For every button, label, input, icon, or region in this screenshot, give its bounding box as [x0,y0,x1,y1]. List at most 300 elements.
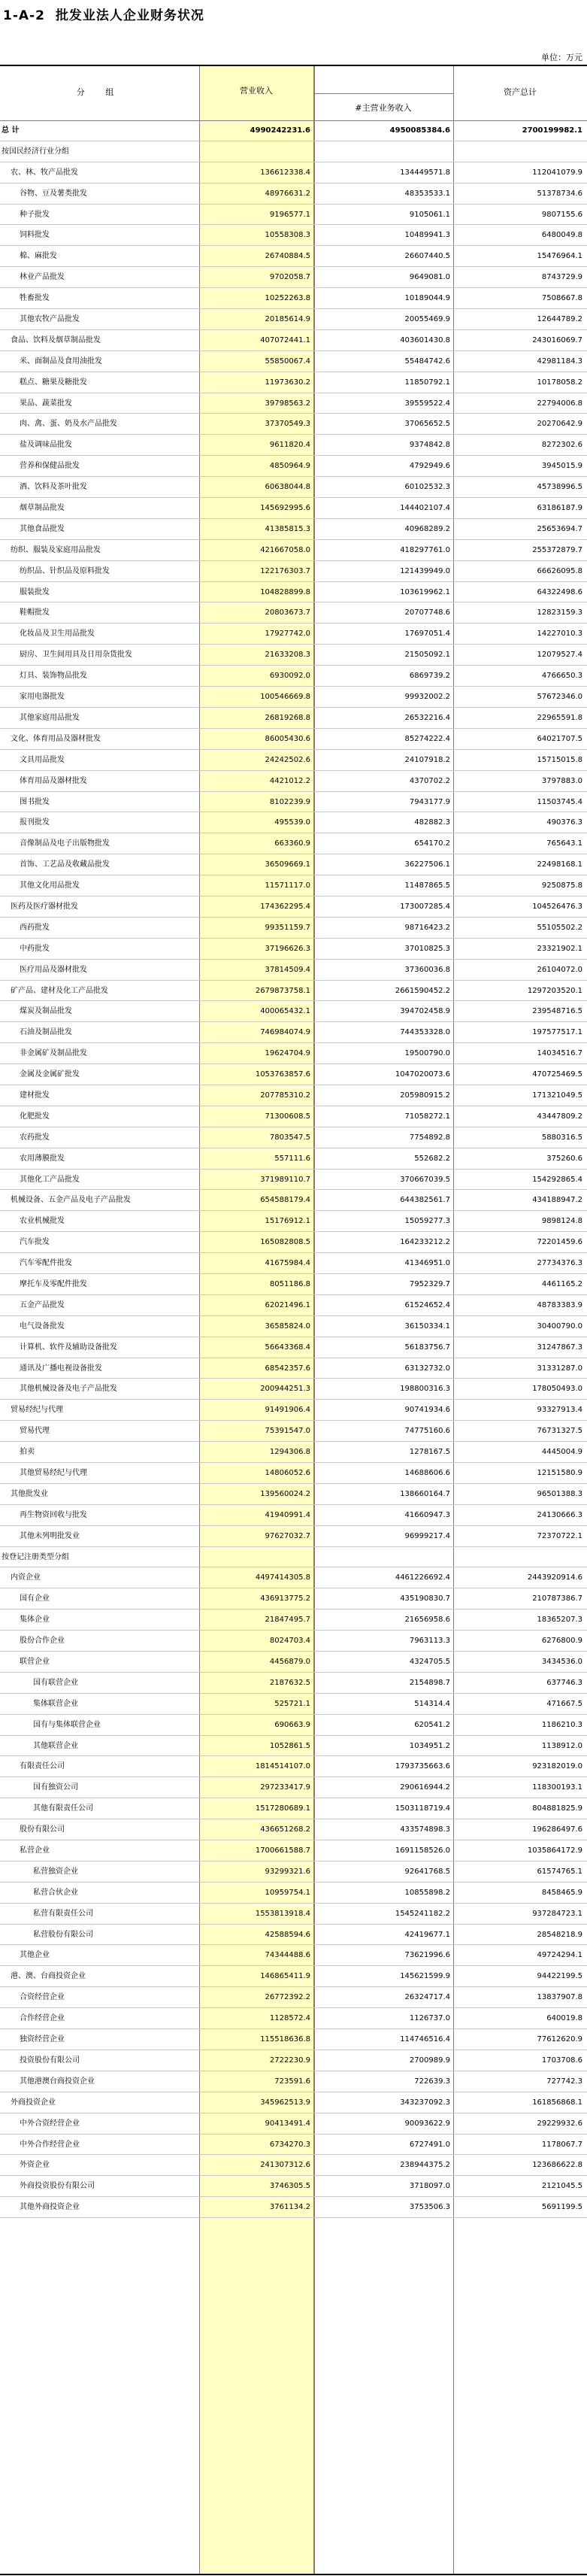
row-name: 农、林、牧产品批发 [11,168,78,177]
header-subdivider [313,93,453,94]
row-name: 中外合资经营企业 [20,2119,80,2128]
table-row [0,1777,587,1798]
row-main-business: 3718097.0 [409,2182,450,2191]
row-name: 体育用品及器材批发 [20,776,87,785]
row-assets: 3945015.9 [541,462,582,471]
row-main-business: 138660164.7 [400,1489,450,1498]
table-row [0,1127,587,1148]
row-revenue: 2679873758.1 [255,986,310,995]
row-name: 通讯及广播电视设备批发 [20,1364,102,1373]
table-row [0,729,587,750]
row-name: 拍卖 [20,1448,35,1457]
row-revenue: 6734270.3 [269,2140,310,2149]
row-main-business: 14688606.6 [404,1469,450,1477]
row-assets: 3797883.0 [541,776,582,785]
row-revenue: 93299321.6 [265,1867,310,1876]
row-revenue: 690663.9 [274,1720,310,1729]
row-main-business: 173007285.4 [400,902,450,911]
row-assets: 64322498.6 [537,587,582,596]
unit-label: 单位：万元 [541,53,582,62]
row-name: 其他食品批发 [20,524,65,533]
table-row [0,309,587,330]
table-row [0,1421,587,1442]
row-name: 集体联营企业 [33,1699,78,1708]
row-main-business: 36227506.1 [404,860,450,869]
row-assets: 4766650.3 [541,672,582,681]
row-name: 投资股份有限公司 [20,2056,80,2065]
row-main-business: 11850792.1 [404,378,450,387]
table-row [0,1043,587,1064]
row-main-business: 99932002.2 [404,693,450,702]
row-revenue: 122176303.7 [260,566,310,575]
row-assets: 24130666.3 [537,1510,582,1519]
row-name: 国有联营企业 [33,1678,78,1687]
row-revenue: 3761134.2 [269,2203,310,2212]
row-main-business: 1793735663.6 [395,1762,450,1771]
row-revenue: 24242502.6 [265,755,310,764]
table-row [0,1001,587,1022]
row-name: 石油及制品批发 [20,1028,72,1037]
row-name: 国有与集体联营企业 [33,1720,101,1729]
row-assets: 22794006.8 [537,399,582,408]
row-main-business: 552682.2 [414,1154,450,1163]
row-name: 外资企业 [20,2161,50,2170]
row-name: 中药批发 [20,944,50,953]
row-name: 盐及调味品批发 [20,441,72,450]
table-row [0,875,587,897]
row-assets: 22965591.8 [537,713,582,722]
row-main-business: 620541.2 [414,1720,450,1729]
header-assets: 资产总计 [504,87,537,97]
row-revenue: 20185614.9 [265,315,310,324]
table-row [0,939,587,960]
row-assets: 210787386.7 [532,1594,582,1604]
row-main-business: 26607440.5 [404,252,450,261]
table-row [0,1190,587,1211]
row-revenue: 21633208.3 [265,651,310,660]
table-body [0,120,587,2218]
table-row [0,792,587,813]
row-revenue: 371989110.7 [260,1175,310,1184]
row-main-business: 90093622.9 [404,2119,450,2128]
row-main-business: 2661590452.2 [395,986,450,995]
row-assets: 1703708.6 [541,2056,582,2065]
row-assets: 4445004.9 [541,1448,582,1457]
row-revenue: 68542357.6 [265,1364,310,1373]
row-revenue: 746984074.9 [260,1028,310,1037]
row-revenue: 723591.6 [274,2077,310,2086]
row-assets: 5880316.5 [541,1133,582,1142]
row-assets: 2121045.5 [541,2182,582,2191]
row-assets: 7508667.8 [541,294,582,303]
table-row [0,1148,587,1170]
row-revenue: 2187632.5 [269,1678,310,1687]
row-revenue: 1128572.4 [269,2014,310,2023]
table-row [0,519,587,540]
table-row [0,435,587,456]
row-name: 肉、禽、蛋、奶及水产品批发 [20,420,117,429]
table-row [0,1945,587,1966]
row-name: 煤炭及制品批发 [20,1007,72,1016]
table-row [0,854,587,875]
row-name: 其他化工产品批发 [20,1175,80,1184]
row-main-business: 418297761.0 [400,545,450,554]
table-row [0,1106,587,1127]
table-row [0,624,587,645]
row-assets: 72201459.6 [537,1238,582,1247]
row-name: 贸易经纪与代理 [11,1406,63,1415]
row-revenue: 525721.1 [274,1699,310,1708]
row-main-business: 164233212.2 [400,1238,450,1247]
row-name: 西药批发 [20,923,50,932]
row-revenue: 654588179.4 [260,1196,310,1205]
row-assets: 727742.3 [546,2077,582,2086]
row-name: 建材批发 [20,1091,50,1100]
row-main-business: 90741934.6 [404,1406,450,1415]
row-main-business: 40968289.2 [404,524,450,533]
row-name: 机械设备、五金产品及电子产品批发 [11,1196,131,1205]
row-assets: 1297203520.1 [527,986,582,995]
row-assets: 8272302.6 [541,441,582,450]
row-revenue: 91491906.4 [265,1406,310,1415]
row-main-business: 37010825.3 [404,944,450,953]
row-main-business: 198800316.3 [400,1385,450,1394]
row-name: 其他联营企业 [33,1741,78,1750]
row-main-business: 10855898.2 [404,1888,450,1897]
row-name: 图书批发 [20,797,50,806]
row-name: 五金产品批发 [20,1300,65,1309]
row-main-business: 482882.3 [414,818,450,827]
row-name: 糕点、糖果及糖批发 [20,378,87,387]
row-assets: 31331287.0 [537,1364,582,1373]
row-assets: 196286497.6 [532,1825,582,1834]
row-assets: 48783383.9 [537,1300,582,1309]
row-main-business: 55484742.6 [404,357,450,366]
table-row [0,1631,587,1652]
row-main-business: 9649081.0 [409,273,450,282]
row-revenue: 37814509.4 [265,965,310,974]
row-revenue: 241307312.6 [260,2161,310,2170]
row-name: 酒、饮料及茶叶批发 [20,483,87,492]
table-row [0,2113,587,2135]
row-revenue: 36585824.0 [265,1321,310,1330]
row-assets: 1186210.3 [541,1720,582,1729]
row-name: 纺织品、针织品及原料批发 [20,566,110,575]
row-name: 化妆品及卫生用品批发 [20,630,95,639]
row-revenue: 9196577.1 [269,210,310,219]
row-revenue: 139560024.2 [260,1489,310,1498]
row-assets: 45738996.5 [537,483,582,492]
row-revenue: 97627032.7 [265,1531,310,1540]
row-revenue: 17927742.0 [265,630,310,639]
row-main-business: 20707748.6 [404,608,450,617]
row-name: 港、澳、台商投资企业 [11,1972,86,1981]
row-assets: 12151580.9 [537,1469,582,1477]
row-assets: 1178067.7 [541,2140,582,2149]
table-row [0,246,587,267]
row-assets: 12823159.3 [537,608,582,617]
row-revenue: 37196626.3 [265,944,310,953]
row-main-business: 63132732.0 [404,1364,450,1373]
table-row [0,1232,587,1253]
table-row [0,1987,587,2008]
row-main-business: 6869739.2 [409,672,450,681]
header-main-business: #主营业务收入 [355,103,412,113]
row-revenue: 4850964.9 [269,462,310,471]
table-row [0,708,587,729]
row-main-business: 26532216.4 [404,713,450,722]
table-header [0,66,587,121]
row-assets: 28548218.9 [537,1930,582,1939]
row-name: 纺织、服装及家庭用品批发 [11,545,101,554]
row-revenue: 37370549.3 [265,420,310,429]
table-code: 1-A-2 [3,8,45,23]
row-revenue: 136612338.4 [260,168,310,177]
table-row [0,288,587,309]
row-main-business: 92641768.5 [404,1867,450,1876]
table-row [0,771,587,792]
row-name: 农业机械批发 [20,1217,65,1226]
row-name: 农药批发 [20,1133,50,1142]
row-name: 其他有限责任公司 [33,1804,93,1813]
row-main-business: 21656958.6 [404,1616,450,1625]
row-assets: 49724294.1 [537,1951,582,1960]
row-revenue: 4990242231.6 [250,126,310,135]
table-row [0,1798,587,1819]
row-assets: 61574765.1 [537,1867,582,1876]
row-assets: 104526476.3 [532,902,582,911]
row-revenue: 8051186.8 [269,1279,310,1288]
row-assets: 2700199982.1 [522,126,582,135]
table-row [0,1379,587,1400]
row-name: 联营企业 [20,1658,50,1667]
row-name: 外商投资股份有限公司 [20,2182,95,2191]
row-name: 烟草制品批发 [20,504,65,513]
row-revenue: 26740884.5 [265,252,310,261]
row-revenue: 10558308.3 [265,231,310,240]
row-assets: 66626095.8 [537,566,582,575]
row-revenue: 1814514107.0 [255,1762,310,1771]
row-name: 果品、蔬菜批发 [20,399,72,408]
table-row [0,1673,587,1694]
table-row [0,141,587,162]
table-row [0,1652,587,1673]
row-main-business: 744353328.0 [400,1028,450,1037]
row-main-business: 2700989.9 [409,2056,450,2065]
row-assets: 15715015.8 [537,755,582,764]
row-revenue: 3746305.5 [269,2182,310,2191]
row-revenue: 86005430.6 [265,734,310,743]
table-row [0,1840,587,1861]
table-row [0,2155,587,2176]
row-main-business: 74775160.6 [404,1427,450,1436]
row-main-business: 9105061.1 [409,210,450,219]
row-main-business: 134449571.8 [400,168,450,177]
row-revenue: 1553813918.4 [255,1909,310,1918]
row-revenue: 10959754.1 [265,1888,310,1897]
row-main-business: 9374842.8 [409,441,450,450]
row-name: 股份有限公司 [20,1825,65,1834]
row-revenue: 6930092.0 [269,672,310,681]
row-main-business: 85274222.4 [404,734,450,743]
table-row [0,2176,587,2197]
row-assets: 434188947.2 [532,1196,582,1205]
row-assets: 30400790.0 [537,1321,582,1330]
row-name: 首饰、工艺品及收藏品批发 [20,860,110,869]
row-name: 音像制品及电子出版物批发 [20,839,110,848]
row-revenue: 74344488.6 [265,1951,310,1960]
row-revenue: 11571117.0 [265,881,310,891]
row-revenue: 7803547.5 [269,1133,310,1142]
table-row [0,2071,587,2092]
table-row [0,456,587,477]
table-row [0,960,587,981]
header-revenue: 营业收入 [240,86,273,96]
row-main-business: 1047020073.6 [395,1070,450,1079]
row-revenue: 436913775.2 [260,1594,310,1604]
row-main-business: 114746516.4 [400,2035,450,2044]
row-revenue: 26772392.2 [265,1993,310,2002]
row-assets: 22498168.1 [537,860,582,869]
row-name: 鞋帽批发 [20,608,50,617]
row-name: 私营有限责任公司 [33,1909,93,1918]
table-row [0,1316,587,1337]
row-assets: 123686622.8 [532,2161,582,2170]
table-row [0,540,587,561]
row-revenue: 10252263.8 [265,294,310,303]
table-row [0,330,587,351]
row-main-business: 654170.2 [414,839,450,848]
row-assets: 6480049.8 [541,231,582,240]
row-main-business: 3753506.3 [409,2203,450,2212]
row-revenue: 145692995.6 [260,504,310,513]
row-name: 牲畜批发 [20,294,50,303]
row-name: 再生物资回收与批发 [20,1510,87,1519]
row-revenue: 663360.9 [274,839,310,848]
row-revenue: 1517280689.1 [255,1804,310,1813]
table-row [0,687,587,708]
table-row [0,2135,587,2156]
row-revenue: 75391547.0 [265,1427,310,1436]
table-row [0,833,587,854]
row-name: 其他家庭用品批发 [20,713,80,722]
row-name: 文具用品批发 [20,755,65,764]
table-row [0,1567,587,1588]
row-main-business: 343237092.3 [400,2098,450,2107]
row-main-business: 17697051.4 [404,630,450,639]
row-main-business: 6727491.0 [409,2140,450,2149]
table-row [0,1505,587,1526]
row-main-business: 10189044.9 [404,294,450,303]
row-revenue: 4497414305.8 [255,1573,310,1582]
row-main-business: 435190830.7 [400,1594,450,1604]
row-revenue: 165082808.5 [260,1238,310,1247]
table-row [0,1547,587,1568]
row-main-business: 2154898.7 [409,1678,450,1687]
table-row [0,2050,587,2071]
table-row [0,162,587,184]
row-assets: 178050493.0 [532,1385,582,1394]
table-row [0,225,587,246]
table-row [0,981,587,1002]
row-assets: 29229932.6 [537,2119,582,2128]
row-name: 报刊批发 [20,818,50,827]
row-assets: 6276800.9 [541,1637,582,1646]
row-revenue: 1053763857.6 [255,1070,310,1079]
table-row [0,1966,587,1987]
row-assets: 239548716.5 [532,1007,582,1016]
table-row [0,1925,587,1946]
row-assets: 12644789.2 [537,315,582,324]
row-name: 其他农牧产品批发 [20,315,80,324]
row-name: 私营企业 [20,1846,50,1855]
row-name: 汽车零配件批发 [20,1259,72,1268]
row-revenue: 21847495.7 [265,1616,310,1625]
row-revenue: 207785310.2 [260,1091,310,1100]
row-name: 中外合作经营企业 [20,2140,80,2149]
row-revenue: 60638044.8 [265,483,310,492]
row-assets: 923182019.0 [532,1762,582,1771]
row-revenue: 55850067.4 [265,357,310,366]
row-main-business: 41346951.0 [404,1259,450,1268]
row-revenue: 41385815.3 [265,524,310,533]
table-row [0,1610,587,1631]
finance-table [0,65,587,2575]
row-name: 灯具、装饰物品批发 [20,672,87,681]
row-main-business: 145621599.9 [400,1972,450,1981]
table-row [0,1588,587,1610]
row-main-business: 644382561.7 [400,1196,450,1205]
table-row [0,1211,587,1232]
row-main-business: 144402107.4 [400,504,450,513]
row-name: 农用薄膜批发 [20,1154,65,1163]
row-name: 摩托车及零配件批发 [20,1279,87,1288]
row-name: 林业产品批发 [20,273,65,282]
table-row [0,1295,587,1316]
row-main-business: 433574898.3 [400,1825,450,1834]
row-revenue: 557111.6 [274,1154,310,1163]
row-name: 服装批发 [20,587,50,596]
row-name: 私营合伙企业 [33,1888,78,1897]
row-assets: 26104072.0 [537,965,582,974]
row-revenue: 1294306.8 [269,1448,310,1457]
row-revenue: 8102239.9 [269,797,310,806]
row-assets: 9898124.8 [541,1217,582,1226]
table-row [0,2197,587,2218]
row-assets: 57672346.0 [537,693,582,702]
row-name: 其他文化用品批发 [20,881,80,891]
row-assets: 255372879.7 [532,545,582,554]
row-name: 家用电器批发 [20,693,65,702]
row-main-business: 73621996.6 [404,1951,450,1960]
row-revenue: 36509669.1 [265,860,310,869]
row-assets: 72370722.1 [537,1531,582,1540]
row-assets: 637746.3 [546,1678,582,1687]
row-assets: 640019.8 [546,2014,582,2023]
row-main-business: 394702458.9 [400,1007,450,1016]
row-revenue: 100546669.8 [260,693,310,702]
row-main-business: 37360036.8 [404,965,450,974]
row-assets: 243016069.7 [532,335,582,344]
table-row [0,1904,587,1925]
row-revenue: 41675984.4 [265,1259,310,1268]
row-revenue: 39798563.2 [265,399,310,408]
row-assets: 171321049.5 [532,1091,582,1100]
row-name: 医药及医疗器材批发 [11,902,78,911]
row-assets: 765643.1 [546,839,582,848]
row-revenue: 407072441.1 [260,335,310,344]
row-assets: 14227010.3 [537,630,582,639]
